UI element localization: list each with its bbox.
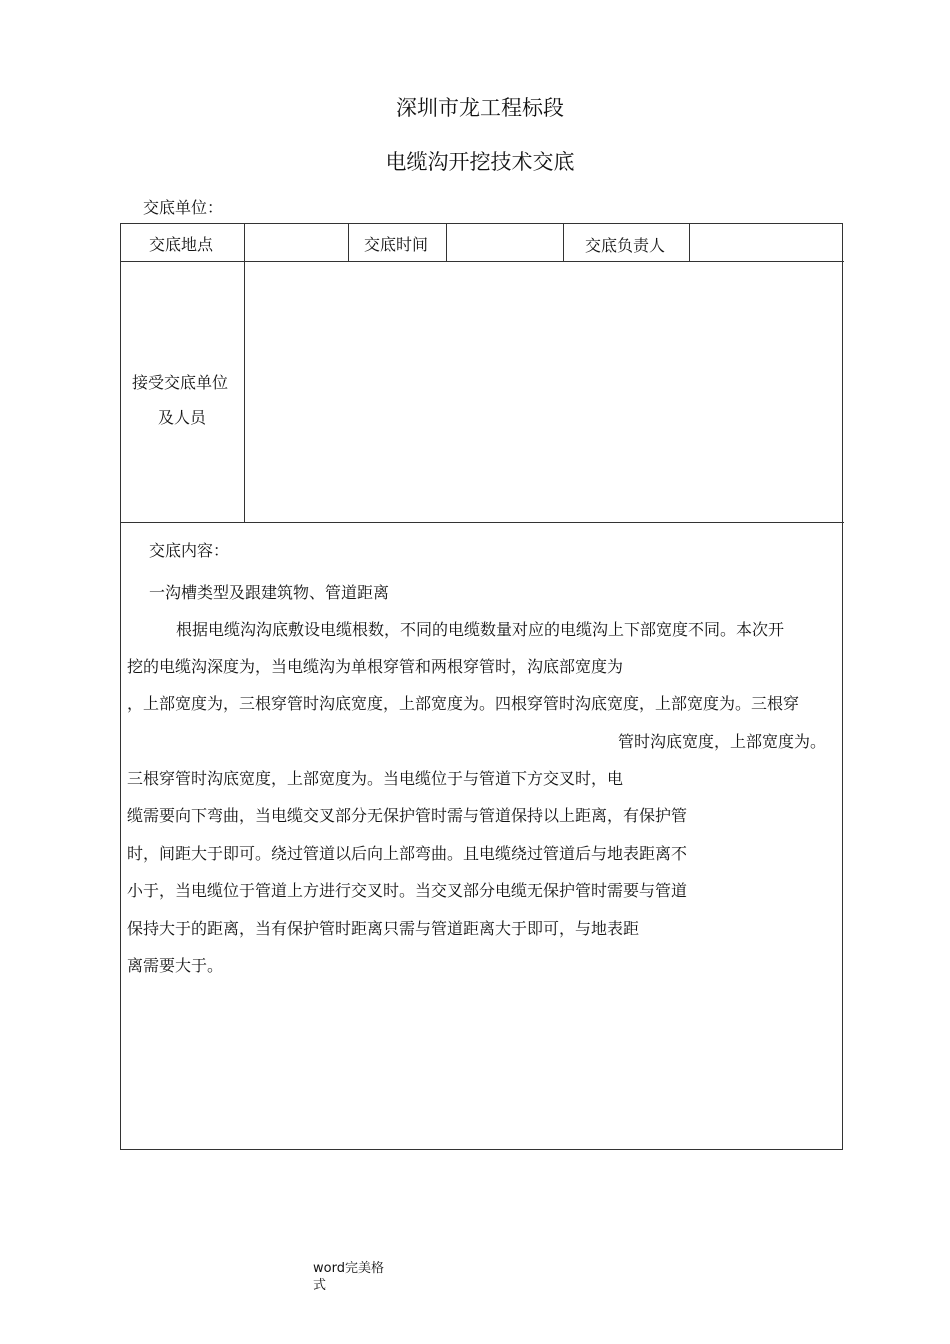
table-row-divider [120, 522, 844, 523]
responsible-label: 交底负责人 [585, 236, 666, 255]
content-line: 挖的电缆沟深度为，当电缆沟为单根穿管和两根穿管时，沟底部宽度为 [127, 657, 624, 676]
recipients-label-line2: 及人员 [158, 408, 207, 427]
table-row-divider [120, 261, 844, 262]
content-line: 离需要大于。 [127, 956, 224, 975]
unit-label: 交底单位： [143, 198, 224, 217]
location-label: 交底地点 [149, 235, 214, 254]
footer-text: word完美格 [313, 1261, 384, 1276]
content-line: 时，间距大于即可。绕过管道以后向上部弯曲。且电缆绕过管道后与地表距离不 [127, 844, 688, 863]
content-line: 管时沟底宽度，上部宽度为。 [618, 732, 827, 751]
content-line: 缆需要向下弯曲，当电缆交叉部分无保护管时需与管道保持以上距离，有保护管 [127, 806, 688, 825]
document-subtitle: 电缆沟开挖技术交底 [385, 150, 575, 174]
content-line: ，上部宽度为，三根穿管时沟底宽度，上部宽度为。四根穿管时沟底宽度，上部宽度为。三根穿 [127, 694, 800, 713]
table-column-divider [244, 223, 245, 523]
content-line: 三根穿管时沟底宽度，上部宽度为。当电缆位于与管道下方交叉时，电 [127, 769, 624, 788]
table-column-divider [446, 223, 447, 262]
recipients-label: 接受交底单位 [132, 373, 229, 392]
document-title: 深圳市龙工程标段 [396, 96, 564, 120]
time-label: 交底时间 [364, 235, 429, 254]
footer-text-line2: 式 [313, 1278, 327, 1293]
table-column-divider [689, 223, 690, 262]
table-column-divider [348, 223, 349, 262]
content-line: 小于，当电缆位于管道上方进行交叉时。当交叉部分电缆无保护管时需要与管道 [127, 881, 688, 900]
content-heading: 交底内容： [149, 541, 230, 560]
disclosure-table [120, 223, 843, 1150]
table-column-divider [563, 223, 564, 262]
content-line: 保持大于的距离，当有保护管时距离只需与管道距离大于即可，与地表距 [127, 919, 640, 938]
section-title: 一沟槽类型及跟建筑物、管道距离 [149, 583, 390, 602]
content-line: 根据电缆沟沟底敷设电缆根数，不同的电缆数量对应的电缆沟上下部宽度不同。本次开 [176, 620, 785, 639]
